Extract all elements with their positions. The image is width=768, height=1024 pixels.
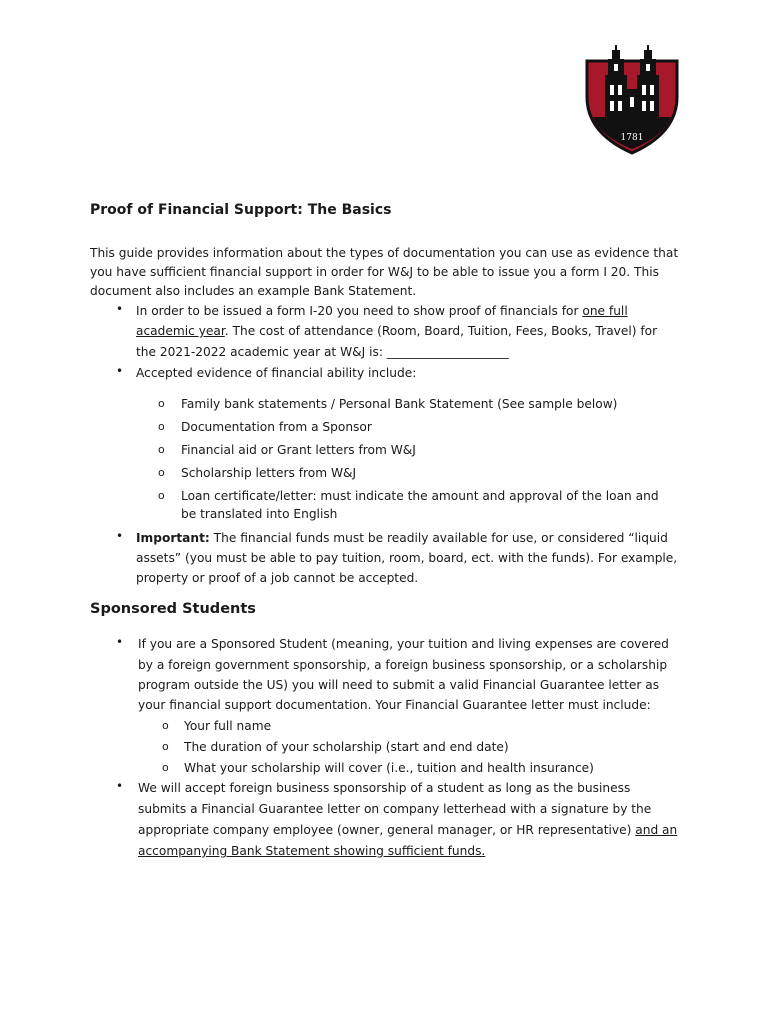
circle-bullet-icon: o [162,719,169,732]
important-line-2: assets” (you must be able to pay tuition, room, board, ect. with the funds). For example, [136,551,678,565]
bullet-dot: • [116,364,124,378]
intro-line-3: document also includes an example Bank Statement. [90,284,417,298]
business-line-1: We will accept foreign business sponsorship of a student as long as the business [138,781,631,795]
guarantee-item: What your scholarship will cover (i.e., tuition and health insurance) [184,761,594,775]
circle-bullet-icon: o [158,489,165,502]
sponsored-line-2: by a foreign government sponsorship, a foreign business sponsorship, or a scholarship [138,658,668,672]
sponsored-line-1: If you are a Sponsored Student (meaning, your tuition and living expenses are covered [138,637,669,651]
bullet-dot: • [116,529,124,543]
important-line-3: property or proof of a job cannot be accepted. [136,571,419,585]
i20-requirement-line-2: academic year. The cost of attendance (Room, Board, Tuition, Fees, Books, Travel) for [136,324,658,338]
document-title: Proof of Financial Support: The Basics [90,202,392,218]
circle-bullet-icon: o [158,443,165,456]
evidence-item: Scholarship letters from W&J [181,466,357,480]
evidence-item-continued: be translated into English [181,507,338,521]
i20-requirement-line-3: the 2021-2022 academic year at W&J is: ____________________ [136,345,509,359]
evidence-item: Loan certificate/letter: must indicate the amount and approval of the loan and [181,489,659,503]
intro-line-1: This guide provides information about the types of documentation you can use as evidence that [90,246,679,260]
evidence-item: Financial aid or Grant letters from W&J [181,443,416,457]
circle-bullet-icon: o [158,420,165,433]
circle-bullet-icon: o [162,740,169,753]
circle-bullet-icon: o [158,397,165,410]
guarantee-item: Your full name [184,719,272,733]
bullet-dot: • [116,635,124,649]
evidence-item: Documentation from a Sponsor [181,420,372,434]
circle-bullet-icon: o [158,466,165,479]
evidence-item: Family bank statements / Personal Bank Statement (See sample below) [181,397,618,411]
guarantee-item: The duration of your scholarship (start and end date) [184,740,509,754]
sponsored-line-4: your financial support documentation. Your Financial Guarantee letter must include: [138,698,651,712]
business-line-2: submits a Financial Guarantee letter on company letterhead with a signature by the [138,802,652,816]
logo-year: 1781 [620,133,644,143]
business-line-4: accompanying Bank Statement showing sufficient funds. [138,844,486,858]
intro-line-2: you have sufficient financial support in order for W&J to be able to issue you a form I 20. This [90,265,659,279]
sponsored-students-heading: Sponsored Students [90,601,256,617]
bullet-dot: • [116,302,124,316]
bullet-dot: • [116,779,124,793]
college-shield-logo [585,45,679,155]
i20-requirement-line-1: In order to be issued a form I-20 you need to show proof of financials for one full [136,304,628,318]
circle-bullet-icon: o [162,761,169,774]
important-line-1: Important: The financial funds must be readily available for use, or considered “liquid [136,531,668,545]
accepted-evidence-heading: Accepted evidence of financial ability include: [136,366,417,380]
sponsored-line-3: program outside the US) you will need to submit a valid Financial Guarantee letter as [138,678,660,692]
business-line-3: appropriate company employee (owner, general manager, or HR representative) and an [138,823,678,837]
